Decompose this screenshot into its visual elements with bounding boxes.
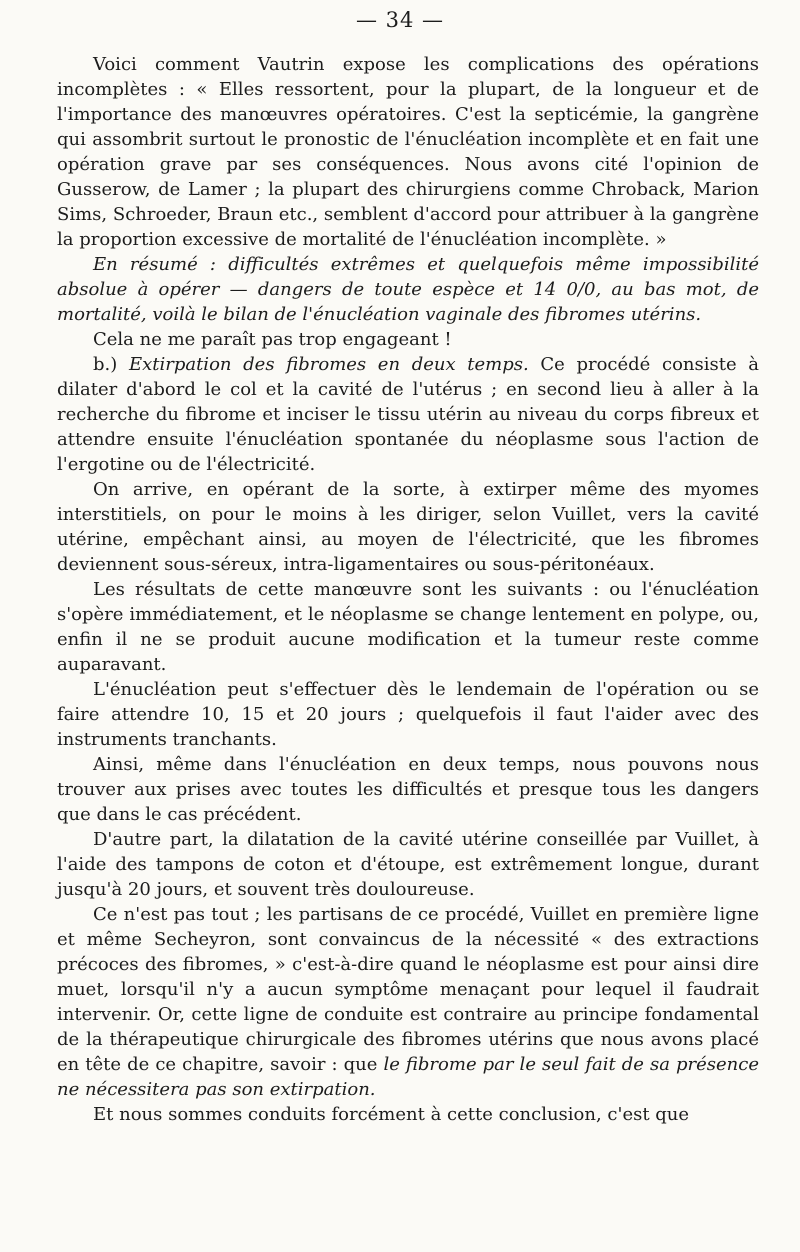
- paragraph: [57, 52, 759, 252]
- paragraph: [57, 352, 759, 477]
- text-run: L'énucléation peut s'effectuer dès le lendemain de l'opération ou se faire attendre 10, 15 et 20 jours ; quelquefois il faut l'aider avec des instruments tranchants.: [57, 679, 759, 750]
- text-run: Et nous sommes conduits forcément à cette conclusion, c'est que: [93, 1104, 690, 1125]
- paragraph: [57, 577, 759, 677]
- text-run: Ainsi, même dans l'énucléation en deux temps, nous pouvons nous trouver aux prises avec toutes les difficultés et presque tous les dangers que dans le cas précédent.: [57, 754, 759, 825]
- text-run: Les résultats de cette manœuvre sont les suivants : ou l'énucléation s'opère immédiatement, et le néoplasme se change lentement en polype, ou, enfin il ne se produit aucune modification et la tumeur reste comme auparavant.: [57, 579, 759, 675]
- paragraph: [57, 752, 759, 827]
- paragraph: [57, 477, 759, 577]
- text-run: Voici comment Vautrin expose les complications des opérations incomplètes : « Elles ressortent, pour la plupart, de la longueur et de l'importance des manœuvres opératoires. C'est la septicémie, la gangrène qui assombrit surtout le pronostic de l'énucléation incomplète et en fait une opération grave par ses conséquences. Nous avons cité l'opinion de Gusserow, de Lamer ; la plupart des chirurgiens comme Chroback, Marion Sims, Schroeder, Braun etc., semblent d'accord pour attribuer à la gangrène la proportion excessive de mortalité de l'énucléation incomplète. »: [57, 54, 759, 250]
- text-run: Ce procédé consiste à dilater d'abord le col et la cavité de l'utérus ; en second lieu à aller à la recherche du fibrome et inciser le tissu utérin au niveau du corps fibreux et attendre ensuite l'énucléation spontanée du néoplasme sous l'action de l'ergotine ou de l'électricité.: [57, 354, 759, 475]
- italic-run: Extirpation des fibromes en deux temps.: [128, 354, 529, 375]
- text-run: Ce n'est pas tout ; les partisans de ce procédé, Vuillet en première ligne et même Secheyron, sont convaincus de la nécessité « des extractions précoces des fibromes, » c'est-à-dire quand le néoplasme est pour ainsi dire muet, lorsqu'il n'y a aucun symptôme menaçant pour lequel il faudrait intervenir. Or, cette ligne de conduite est contraire au principe fondamental de la thérapeutique chirurgicale des fibromes utérins que nous avons placé en tête de ce chapitre, savoir : que: [57, 904, 759, 1075]
- text-run: D'autre part, la dilatation de la cavité utérine conseillée par Vuillet, à l'aide des tampons de coton et d'étoupe, est extrêmement longue, durant jusqu'à 20 jours, et souvent très douloureuse.: [57, 829, 759, 900]
- italic-run: En résumé : difficultés extrêmes et quelquefois même impossibilité absolue à opérer — dangers de toute espèce et 14 0/0, au bas mot, de mortalité, voilà le bilan de l'énucléation vaginale des fibromes utérins.: [57, 254, 759, 325]
- text-run: Cela ne me paraît pas trop engageant !: [93, 329, 452, 350]
- page-number-header: — 34 —: [355, 8, 445, 32]
- paragraph: [57, 1102, 759, 1127]
- italic-run: le fibrome par le seul fait de sa présence ne nécessitera pas son extirpation.: [57, 1054, 760, 1100]
- text-run: b.): [93, 354, 129, 375]
- body-text: [57, 52, 759, 1127]
- paragraph: [57, 252, 759, 327]
- text-run: On arrive, en opérant de la sorte, à extirper même des myomes interstitiels, on pour le moins à les diriger, selon Vuillet, vers la cavité utérine, empêchant ainsi, au moyen de l'électricité, que les fibromes deviennent sous-séreux, intra-ligamentaires ou sous-péritonéaux.: [57, 479, 759, 575]
- paragraph: [57, 327, 759, 352]
- paragraph: [57, 677, 759, 752]
- paragraph: [57, 902, 759, 1102]
- paragraph: [57, 827, 759, 902]
